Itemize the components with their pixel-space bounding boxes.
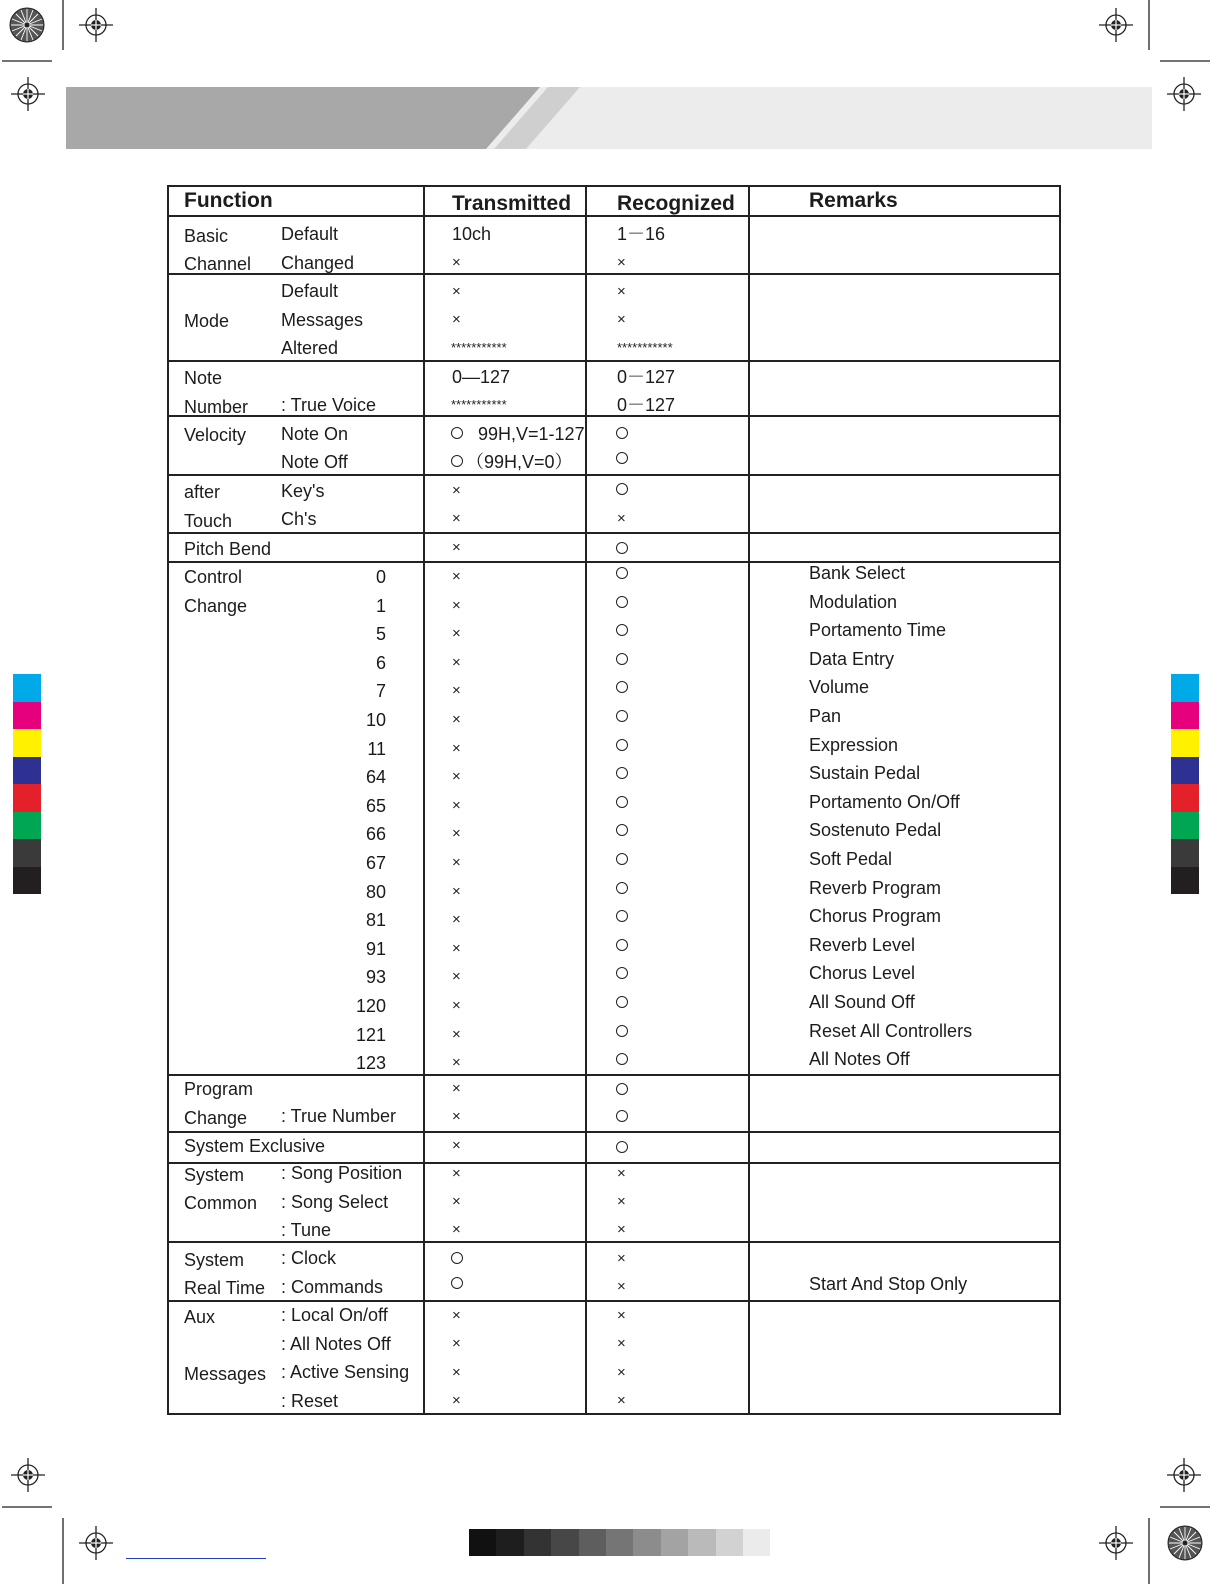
cc-remark: All Notes Off bbox=[809, 1049, 910, 1069]
circle-mark bbox=[616, 1083, 628, 1095]
cross-mark: × bbox=[452, 1221, 461, 1238]
circle-mark bbox=[616, 910, 628, 922]
program-change-label: Program bbox=[184, 1079, 254, 1099]
registration-starburst-icon bbox=[10, 8, 44, 42]
cc-remark: Reverb Level bbox=[809, 935, 916, 955]
cc-remark: Modulation bbox=[809, 592, 898, 612]
color-bar-right bbox=[1171, 674, 1199, 894]
cross-mark: × bbox=[452, 1137, 461, 1154]
circle-mark bbox=[616, 767, 628, 779]
cross-mark: × bbox=[452, 1054, 461, 1071]
cross-mark: × bbox=[452, 1080, 461, 1097]
cc-remark: Expression bbox=[809, 735, 899, 755]
tune-label: : Tune bbox=[281, 1220, 332, 1240]
registration-crosshair-icon bbox=[1167, 77, 1201, 111]
footer-link-line bbox=[126, 1558, 266, 1559]
circle-mark bbox=[616, 624, 628, 636]
system-realtime-label: Real Time bbox=[184, 1278, 266, 1298]
cc-number: 120 bbox=[355, 996, 386, 1016]
cc-number: 5 bbox=[375, 624, 386, 644]
cross-mark: × bbox=[452, 1364, 461, 1381]
commands-label: : Commands bbox=[281, 1277, 384, 1297]
circle-mark bbox=[616, 681, 628, 693]
song-position-label: : Song Position bbox=[281, 1163, 403, 1183]
cc-remark: Pan bbox=[809, 706, 842, 726]
song-select-label: : Song Select bbox=[281, 1192, 389, 1212]
circle-mark bbox=[451, 1252, 463, 1264]
circle-mark bbox=[616, 1110, 628, 1122]
mode-default-label: Default bbox=[281, 281, 339, 301]
header-remarks: Remarks bbox=[809, 189, 898, 212]
cc-remark: Soft Pedal bbox=[809, 849, 893, 869]
cc-remark: Sustain Pedal bbox=[809, 763, 921, 783]
header-band bbox=[66, 87, 1152, 149]
registration-crosshair-icon bbox=[79, 8, 113, 42]
circle-mark bbox=[616, 710, 628, 722]
cc-remark: Bank Select bbox=[809, 563, 906, 583]
circle-mark bbox=[616, 452, 628, 464]
cc-number: 81 bbox=[365, 910, 386, 930]
registration-crosshair-icon bbox=[1099, 8, 1133, 42]
cc-number: 64 bbox=[365, 767, 386, 787]
circle-mark bbox=[616, 796, 628, 808]
mode-label: Mode bbox=[184, 311, 230, 331]
cross-mark: × bbox=[617, 1250, 626, 1267]
header-band-dark bbox=[66, 87, 540, 149]
velocity-note-on-label: Note On bbox=[281, 424, 349, 444]
cross-mark: × bbox=[452, 539, 461, 556]
cc-number: 1 bbox=[375, 596, 386, 616]
stars-value: *********** bbox=[451, 397, 507, 412]
system-common-label: System bbox=[184, 1165, 245, 1185]
cc-number: 0 bbox=[375, 567, 386, 587]
cc-remark: Reset All Controllers bbox=[809, 1021, 973, 1041]
cross-mark: × bbox=[617, 283, 626, 300]
cross-mark: × bbox=[617, 254, 626, 271]
basic-channel-changed-label: Changed bbox=[281, 253, 355, 273]
circle-mark bbox=[616, 967, 628, 979]
circle-mark bbox=[451, 1277, 463, 1289]
cc-remark: All Sound Off bbox=[809, 992, 915, 1012]
note-tx-range: 0—127 bbox=[452, 367, 511, 387]
cc-number: 65 bbox=[365, 796, 386, 816]
registration-crosshair-icon bbox=[11, 77, 45, 111]
cross-mark: × bbox=[452, 254, 461, 271]
cc-number: 10 bbox=[365, 710, 386, 730]
circle-mark bbox=[616, 824, 628, 836]
basic-channel-label: Channel bbox=[184, 254, 252, 274]
circle-mark bbox=[616, 427, 628, 439]
cross-mark: × bbox=[617, 1307, 626, 1324]
grayscale-strip bbox=[469, 1529, 770, 1556]
note-rx-range-true-voice: 0－127 bbox=[617, 395, 676, 415]
true-voice-label: : True Voice bbox=[281, 395, 377, 415]
cc-number: 11 bbox=[367, 739, 386, 759]
after-touch-label: after bbox=[184, 482, 221, 502]
cross-mark: × bbox=[452, 283, 461, 300]
cc-remark: Chorus Program bbox=[809, 906, 942, 926]
cross-mark: × bbox=[617, 1165, 626, 1182]
circle-mark bbox=[616, 1025, 628, 1037]
circle-mark bbox=[616, 653, 628, 665]
cc-number: 67 bbox=[365, 853, 386, 873]
cross-mark: × bbox=[452, 682, 461, 699]
cc-number: 66 bbox=[365, 824, 386, 844]
note-rx-range: 0－127 bbox=[617, 367, 676, 387]
cc-number: 93 bbox=[365, 967, 386, 987]
cross-mark: × bbox=[452, 797, 461, 814]
reset-label: : Reset bbox=[281, 1391, 339, 1411]
header-recognized: Recognized bbox=[617, 192, 735, 215]
cc-number: 123 bbox=[355, 1053, 386, 1073]
all-notes-off-label: : All Notes Off bbox=[281, 1334, 391, 1354]
circle-mark bbox=[616, 1053, 628, 1065]
note-number-label: Number bbox=[184, 397, 249, 417]
registration-crosshair-icon bbox=[79, 1526, 113, 1560]
system-exclusive-label: System Exclusive bbox=[184, 1136, 326, 1156]
after-touch-chs-label: Ch's bbox=[281, 509, 317, 529]
circle-mark bbox=[451, 455, 463, 467]
cross-mark: × bbox=[452, 768, 461, 785]
header-function: Function bbox=[184, 189, 273, 212]
cc-number: 80 bbox=[365, 882, 386, 902]
cross-mark: × bbox=[617, 311, 626, 328]
circle-mark bbox=[616, 1141, 628, 1153]
system-realtime-label: System bbox=[184, 1250, 245, 1270]
basic-channel-tx-default: 10ch bbox=[452, 224, 492, 244]
stars-value: *********** bbox=[617, 340, 673, 355]
program-change-label: Change bbox=[184, 1108, 248, 1128]
local-onoff-label: : Local On/off bbox=[281, 1305, 388, 1325]
velocity-tx-on: 99H,V=1-127 bbox=[478, 424, 585, 444]
stars-value: *********** bbox=[451, 340, 507, 355]
cross-mark: × bbox=[452, 1392, 461, 1409]
cross-mark: × bbox=[452, 711, 461, 728]
control-change-label: Change bbox=[184, 596, 248, 616]
pitch-bend-label: Pitch Bend bbox=[184, 539, 272, 559]
color-bar-left bbox=[13, 674, 41, 894]
cross-mark: × bbox=[452, 968, 461, 985]
realtime-remark: Start And Stop Only bbox=[809, 1274, 968, 1294]
system-common-label: Common bbox=[184, 1193, 258, 1213]
cross-mark: × bbox=[452, 854, 461, 871]
registration-crosshair-icon bbox=[1099, 1526, 1133, 1560]
cross-mark: × bbox=[452, 1165, 461, 1182]
cc-remark: Portamento On/Off bbox=[809, 792, 960, 812]
velocity-label: Velocity bbox=[184, 425, 247, 445]
cc-remark: Volume bbox=[809, 677, 870, 697]
cross-mark: × bbox=[452, 654, 461, 671]
circle-mark bbox=[616, 882, 628, 894]
clock-label: : Clock bbox=[281, 1248, 337, 1268]
circle-mark bbox=[616, 939, 628, 951]
cross-mark: × bbox=[452, 482, 461, 499]
circle-mark bbox=[616, 596, 628, 608]
basic-channel-rx-default: 1－16 bbox=[617, 224, 666, 244]
basic-channel-label: Basic bbox=[184, 226, 229, 246]
cross-mark: × bbox=[452, 940, 461, 957]
cross-mark: × bbox=[452, 1193, 461, 1210]
cross-mark: × bbox=[617, 510, 626, 527]
cross-mark: × bbox=[452, 1335, 461, 1352]
cc-number: 6 bbox=[375, 653, 386, 673]
cross-mark: × bbox=[452, 825, 461, 842]
cross-mark: × bbox=[617, 1193, 626, 1210]
cross-mark: × bbox=[452, 911, 461, 928]
cross-mark: × bbox=[452, 597, 461, 614]
circle-mark bbox=[616, 853, 628, 865]
cc-number: 91 bbox=[365, 939, 386, 959]
cross-mark: × bbox=[617, 1278, 626, 1295]
cross-mark: × bbox=[452, 1026, 461, 1043]
velocity-note-off-label: Note Off bbox=[281, 452, 348, 472]
active-sensing-label: : Active Sensing bbox=[281, 1362, 410, 1382]
cc-remark: Reverb Program bbox=[809, 878, 942, 898]
cross-mark: × bbox=[617, 1335, 626, 1352]
cc-remark: Portamento Time bbox=[809, 620, 947, 640]
cross-mark: × bbox=[452, 997, 461, 1014]
cross-mark: × bbox=[452, 510, 461, 527]
header-transmitted: Transmitted bbox=[452, 192, 572, 215]
circle-mark bbox=[616, 739, 628, 751]
note-number-label: Note bbox=[184, 368, 223, 388]
aux-label: Messages bbox=[184, 1364, 267, 1384]
circle-mark bbox=[616, 483, 628, 495]
circle-mark bbox=[451, 427, 463, 439]
basic-channel-default-label: Default bbox=[281, 224, 339, 244]
registration-starburst-icon bbox=[1168, 1526, 1202, 1560]
cross-mark: × bbox=[617, 1392, 626, 1409]
cc-remark: Chorus Level bbox=[809, 963, 916, 983]
cross-mark: × bbox=[617, 1364, 626, 1381]
after-touch-label: Touch bbox=[184, 511, 233, 531]
registration-crosshair-icon bbox=[11, 1458, 45, 1492]
cross-mark: × bbox=[452, 311, 461, 328]
circle-mark bbox=[616, 996, 628, 1008]
cross-mark: × bbox=[452, 1108, 461, 1125]
registration-crosshair-icon bbox=[1167, 1458, 1201, 1492]
cross-mark: × bbox=[452, 740, 461, 757]
cc-number: 121 bbox=[355, 1025, 386, 1045]
mode-messages-label: Messages bbox=[281, 310, 364, 330]
velocity-tx-off: （99H,V=0） bbox=[466, 452, 573, 472]
circle-mark bbox=[616, 567, 628, 579]
cross-mark: × bbox=[617, 1221, 626, 1238]
cc-number: 7 bbox=[375, 681, 386, 701]
cc-remark: Data Entry bbox=[809, 649, 895, 669]
after-touch-keys-label: Key's bbox=[281, 481, 325, 501]
control-change-label: Control bbox=[184, 567, 243, 587]
mode-altered-label: Altered bbox=[281, 338, 339, 358]
cc-remark: Sostenuto Pedal bbox=[809, 820, 942, 840]
circle-mark bbox=[616, 542, 628, 554]
cross-mark: × bbox=[452, 1307, 461, 1324]
cross-mark: × bbox=[452, 568, 461, 585]
cross-mark: × bbox=[452, 883, 461, 900]
aux-label: Aux bbox=[184, 1307, 216, 1327]
cross-mark: × bbox=[452, 625, 461, 642]
true-number-label: : True Number bbox=[281, 1106, 397, 1126]
